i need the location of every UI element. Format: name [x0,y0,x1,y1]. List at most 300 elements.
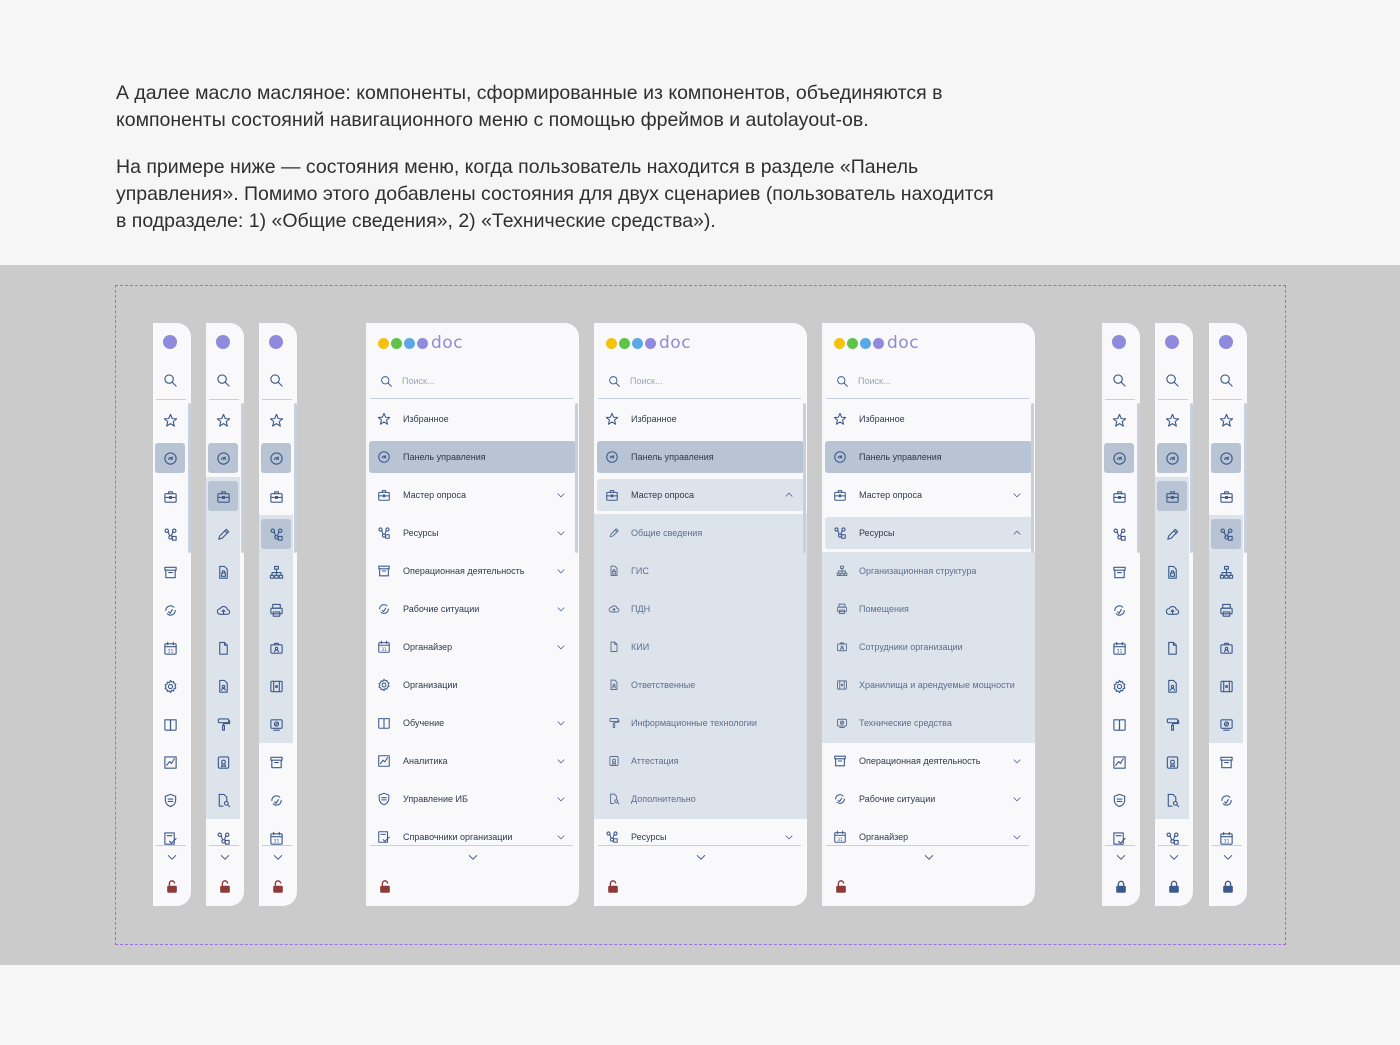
nav-icon-item[interactable] [1102,439,1136,477]
nav-icon-item[interactable] [1155,401,1189,439]
scrollbar[interactable] [575,403,578,553]
lock-button[interactable] [834,880,848,894]
cloud-icon [216,603,231,618]
chevron-up-icon [784,490,794,500]
avatar-dot [1112,335,1126,349]
nav-icon-item[interactable] [1155,553,1189,591]
nav-icon-chip [1157,557,1187,587]
nav-menu-label: Избранное [859,414,905,424]
nav-submenu-item[interactable] [822,552,1035,590]
nav-submenu-label: Сотрудники организации [859,642,963,652]
nav-icon-item[interactable] [1209,705,1243,743]
nav-submenu-label: Технические средства [859,718,952,728]
lock-icon[interactable] [165,880,179,894]
search-button[interactable] [206,362,240,398]
dashboard-icon [1219,451,1234,466]
user-avatar[interactable] [206,324,240,360]
app-logo [834,333,919,353]
search-button[interactable] [259,362,293,398]
expand-more-button[interactable] [259,851,297,863]
dashboard-icon [833,450,847,464]
nav-icon-item[interactable] [259,401,293,439]
divider [262,399,292,400]
nav-menu-item[interactable] [369,593,576,625]
nav-icon-item[interactable] [1102,629,1136,667]
lock-icon[interactable] [606,880,620,894]
expand-more-button[interactable] [1155,851,1193,863]
nav-icon-item[interactable] [1102,401,1136,439]
nav-icon-item[interactable] [153,477,187,515]
nav-menu-item[interactable] [369,745,576,777]
star-icon [269,413,284,428]
star-icon [1165,413,1180,428]
nav-icon-item[interactable] [153,629,187,667]
nav-submenu-item[interactable] [822,628,1035,666]
nav-icon-item[interactable] [1155,629,1189,667]
certificate-icon [1165,755,1180,770]
nav-menu-item[interactable] [369,479,576,511]
resources-icon [605,830,619,844]
search-button[interactable] [1102,362,1136,398]
archive-icon [269,755,284,770]
chevron-down-icon [166,851,178,863]
nav-submenu-item[interactable] [822,704,1035,742]
nav-submenu-item[interactable] [594,704,807,742]
user-avatar[interactable] [259,324,293,360]
search-placeholder: Поиск... [630,376,663,386]
nav-icon-chip [1211,823,1241,853]
nav-icon-item[interactable] [1102,591,1136,629]
nav-icon-chip [155,823,185,853]
logo-dot [391,338,402,349]
nav-submenu-label: Помещения [859,604,909,614]
nav-icon-item[interactable] [206,477,240,515]
nav-icon-chip [261,557,291,587]
search-icon [216,373,231,388]
sync-icon [377,602,391,616]
nav-icon-item[interactable] [206,743,240,781]
nav-icon-item[interactable] [1102,477,1136,515]
lock-icon[interactable] [1221,880,1235,894]
nav-icon-chip [155,557,185,587]
device-icon [836,717,848,729]
nav-icon-item[interactable] [1102,743,1136,781]
dashboard-icon [377,450,391,464]
document-icon [1165,641,1180,656]
nav-icon-item[interactable] [1155,477,1189,515]
nav-icon-item[interactable] [206,515,240,553]
nav-icon-item[interactable] [1155,705,1189,743]
document-icon [216,641,231,656]
svg-text:31: 31 [1223,839,1229,845]
lock-button[interactable] [165,880,179,894]
nav-icon-item[interactable] [206,667,240,705]
nav-menu-label: Справочники организации [403,832,513,842]
nav-icon-chip [261,709,291,739]
logo-dot [417,338,428,349]
nav-icon-item[interactable] [1102,705,1136,743]
search-field[interactable] [370,364,573,399]
dashboard-icon [216,451,231,466]
nav-menu-label: Ресурсы [403,528,439,538]
nav-icon-item[interactable] [153,439,187,477]
nav-icon-item[interactable] [1102,553,1136,591]
divider [262,845,292,846]
resources-icon [163,527,178,542]
nav-icon-item[interactable] [206,439,240,477]
nav-icon-item[interactable] [153,705,187,743]
divider [1105,845,1135,846]
storage-icon [1219,679,1234,694]
nav-icon-item[interactable] [153,667,187,705]
nav-menu-label: Обучение [403,718,445,728]
lock-button[interactable] [1167,880,1181,894]
nav-menu-item[interactable] [825,479,1032,511]
nav-icon-chip [1104,747,1134,777]
nav-icon-item[interactable] [259,629,293,667]
nav-icon-item[interactable] [1209,629,1243,667]
expand-more-button[interactable] [366,851,579,863]
star-icon [163,413,178,428]
nav-menu-item[interactable] [825,441,1032,473]
scrollbar[interactable] [241,403,244,553]
nav-icon-chip [1211,595,1241,625]
nav-submenu-item[interactable] [594,780,807,818]
nav-icon-item[interactable] [259,477,293,515]
nav-icon-chip [1104,709,1134,739]
user-avatar[interactable] [1155,324,1189,360]
briefcase-icon [833,488,847,502]
archive-icon [1219,755,1234,770]
nav-icon-chip [208,595,238,625]
nav-icon-chip [155,405,185,435]
nav-icon-chip [1211,405,1241,435]
lock-button[interactable] [271,880,285,894]
nav-icon-item[interactable] [259,705,293,743]
lock-icon[interactable] [271,880,285,894]
file-lock-icon [216,565,231,580]
nav-submenu-item[interactable] [822,590,1035,628]
collapsed-nav-panel [206,323,244,906]
divider [1105,399,1135,400]
nav-icon-item[interactable] [1209,553,1243,591]
scrollbar[interactable] [294,403,297,553]
nav-menu-item[interactable] [597,821,804,853]
scrollbar[interactable] [1137,403,1140,553]
nav-icon-item[interactable] [1102,781,1136,819]
nav-icon-chip [1104,633,1134,663]
lock-icon[interactable] [1114,880,1128,894]
lock-button[interactable] [218,880,232,894]
nav-menu-label: Организации [403,680,458,690]
chevron-down-icon [923,851,935,863]
file-lock-icon [1165,565,1180,580]
roller-icon [608,717,620,729]
nav-submenu-label: Информационные технологии [631,718,757,728]
nav-submenu-item[interactable] [594,590,807,628]
org-structure-icon [836,565,848,577]
nav-icon-item[interactable] [153,401,187,439]
nav-icon-item[interactable] [259,439,293,477]
expanded-nav-panel [366,323,579,906]
search-placeholder: Поиск... [858,376,891,386]
nav-icon-item[interactable] [1155,439,1189,477]
nav-icon-chip [1157,747,1187,777]
nav-icon-chip [208,519,238,549]
expanded-nav-panel [594,323,807,906]
logo-text: doc [659,333,692,353]
nav-icon-item[interactable] [1209,591,1243,629]
collapsed-nav-panel [1102,323,1140,906]
nav-icon-item[interactable] [153,515,187,553]
sync-icon [1219,793,1234,808]
nav-icon-item[interactable] [1155,781,1189,819]
nav-icon-chip [261,633,291,663]
nav-menu-item[interactable] [369,783,576,815]
nav-icon-item[interactable] [153,781,187,819]
nav-icon-item[interactable] [206,553,240,591]
device-icon [1219,717,1234,732]
nav-menu-item[interactable] [369,669,576,701]
nav-icon-item[interactable] [1209,401,1243,439]
collapsed-nav-panel [1155,323,1193,906]
directory-icon [163,831,178,846]
nav-menu-label: Рабочие ситуации [403,604,480,614]
svg-text:31: 31 [167,649,173,655]
nav-icon-chip [155,785,185,815]
nav-icon-item[interactable] [1102,515,1136,553]
lock-icon[interactable] [834,880,848,894]
nav-icon-item[interactable] [1155,591,1189,629]
scrollbar[interactable] [1031,403,1034,553]
svg-text:31: 31 [381,647,387,653]
nav-menu-item[interactable] [825,745,1032,777]
printer-icon [836,603,848,615]
gear-icon [163,679,178,694]
document-icon [608,641,620,653]
nav-menu-item[interactable] [369,821,576,853]
svg-text:31: 31 [837,837,843,843]
pencil-icon [608,527,620,539]
nav-menu-label: Мастер опроса [859,490,923,500]
nav-icon-item[interactable] [153,591,187,629]
nav-menu-item[interactable] [369,707,576,739]
nav-icon-chip [261,785,291,815]
nav-icon-item[interactable] [259,591,293,629]
scrollbar[interactable] [803,403,806,553]
nav-icon-item[interactable] [206,705,240,743]
nav-menu-item[interactable] [369,555,576,587]
nav-menu-item[interactable] [369,403,576,435]
nav-icon-chip [208,443,238,473]
storage-icon [836,679,848,691]
lock-button[interactable] [1114,880,1128,894]
nav-icon-item[interactable] [153,743,187,781]
directory-icon [1112,831,1127,846]
archive-icon [377,564,391,578]
nav-icon-chip [1157,443,1187,473]
user-avatar[interactable] [1209,324,1243,360]
search-button[interactable] [1155,362,1189,398]
nav-icon-chip [155,481,185,511]
expand-more-button[interactable] [153,851,191,863]
nav-submenu-label: Ответственные [631,680,696,690]
star-icon [1219,413,1234,428]
nav-submenu-item[interactable] [594,628,807,666]
nav-menu-item[interactable] [369,631,576,663]
nav-icon-item[interactable] [1155,743,1189,781]
nav-submenu-item[interactable] [594,552,807,590]
nav-menu-item[interactable] [825,403,1032,435]
expand-more-button[interactable] [822,851,1035,863]
avatar-dot [1219,335,1233,349]
expand-more-button[interactable] [1209,851,1247,863]
logo-text: doc [887,333,920,353]
nav-icon-chip [208,557,238,587]
nav-icon-item[interactable] [259,781,293,819]
nav-icon-chip [155,671,185,701]
nav-menu-item[interactable] [597,403,804,435]
nav-menu-label: Органайзер [859,832,909,842]
avatar-dot [1165,335,1179,349]
nav-menu-label: Избранное [631,414,677,424]
roller-icon [1165,717,1180,732]
chevron-down-icon [556,604,566,614]
employee-icon [1219,641,1234,656]
doc-user-icon [216,679,231,694]
doc-search-icon [216,793,231,808]
nav-icon-chip [261,443,291,473]
nav-submenu-label: Общие сведения [631,528,703,538]
nav-icon-item[interactable] [1209,781,1243,819]
archive-icon [163,565,178,580]
nav-menu-item[interactable] [369,441,576,473]
search-icon [1165,373,1180,388]
nav-icon-chip [1157,671,1187,701]
divider [156,845,186,846]
nav-icon-chip [1211,443,1241,473]
resources-icon [833,526,847,540]
nav-icon-item[interactable] [1155,667,1189,705]
nav-icon-item[interactable] [206,629,240,667]
nav-icon-item[interactable] [259,515,293,553]
logo-dot [632,338,643,349]
nav-menu-label: Аналитика [403,756,448,766]
nav-icon-item[interactable] [1209,667,1243,705]
nav-submenu-item[interactable] [822,666,1035,704]
lock-icon[interactable] [378,880,392,894]
nav-icon-item[interactable] [1102,667,1136,705]
nav-icon-chip [261,481,291,511]
shield-icon [163,793,178,808]
calendar-icon [833,830,847,844]
scrollbar[interactable] [1244,403,1247,553]
chevron-down-icon [1012,794,1022,804]
lock-button[interactable] [1221,880,1235,894]
chevron-down-icon [556,832,566,842]
expand-more-button[interactable] [1102,851,1140,863]
nav-icon-item[interactable] [259,743,293,781]
nav-icon-item[interactable] [259,667,293,705]
doc-user-icon [608,679,620,691]
nav-icon-chip [155,519,185,549]
avatar-dot [163,335,177,349]
nav-menu-item[interactable] [825,783,1032,815]
nav-menu-item[interactable] [597,479,804,511]
nav-icon-item[interactable] [1155,515,1189,553]
chart-icon [163,755,178,770]
user-avatar[interactable] [1102,324,1136,360]
nav-icon-chip [1104,405,1134,435]
search-button[interactable] [153,362,187,398]
nav-menu-item[interactable] [825,821,1032,853]
briefcase-icon [605,488,619,502]
nav-menu-label: Панель управления [403,452,486,462]
nav-icon-chip [208,747,238,777]
logo-dot [645,338,656,349]
avatar-dot [269,335,283,349]
scrollbar[interactable] [188,403,191,553]
nav-menu-item[interactable] [369,517,576,549]
lock-button[interactable] [378,880,392,894]
nav-icon-item[interactable] [259,553,293,591]
directory-icon [377,830,391,844]
nav-icon-item[interactable] [153,553,187,591]
expand-more-button[interactable] [594,851,807,863]
nav-menu-item[interactable] [825,517,1032,549]
nav-submenu-item[interactable] [594,742,807,780]
nav-menu-label: Управление ИБ [403,794,468,804]
scrollbar[interactable] [1190,403,1193,553]
nav-icon-chip [208,823,238,853]
dashboard-icon [269,451,284,466]
nav-menu-label: Рабочие ситуации [859,794,936,804]
book-icon [377,716,391,730]
employee-icon [836,641,848,653]
nav-icon-item[interactable] [1209,439,1243,477]
lock-button[interactable] [606,880,620,894]
lock-icon[interactable] [218,880,232,894]
chevron-down-icon [219,851,231,863]
nav-icon-item[interactable] [206,401,240,439]
search-field[interactable] [826,364,1029,399]
chevron-down-icon [695,851,707,863]
nav-icon-chip [208,633,238,663]
nav-icon-item[interactable] [206,591,240,629]
nav-icon-chip [1211,785,1241,815]
divider [370,845,573,846]
search-button[interactable] [1209,362,1243,398]
lock-icon[interactable] [1167,880,1181,894]
dashboard-icon [605,450,619,464]
nav-icon-chip [1157,785,1187,815]
nav-submenu-item[interactable] [594,666,807,704]
nav-icon-item[interactable] [1209,477,1243,515]
nav-menu-label: Избранное [403,414,449,424]
nav-icon-item[interactable] [1209,515,1243,553]
nav-icon-item[interactable] [206,781,240,819]
collapsed-nav-panel [1209,323,1247,906]
user-avatar[interactable] [153,324,187,360]
search-field[interactable] [598,364,801,399]
nav-icon-item[interactable] [1209,743,1243,781]
expand-more-button[interactable] [206,851,244,863]
nav-submenu-item[interactable] [594,514,807,552]
expanded-nav-panel [822,323,1035,906]
nav-menu-item[interactable] [597,441,804,473]
nav-icon-chip [155,633,185,663]
chart-icon [377,754,391,768]
